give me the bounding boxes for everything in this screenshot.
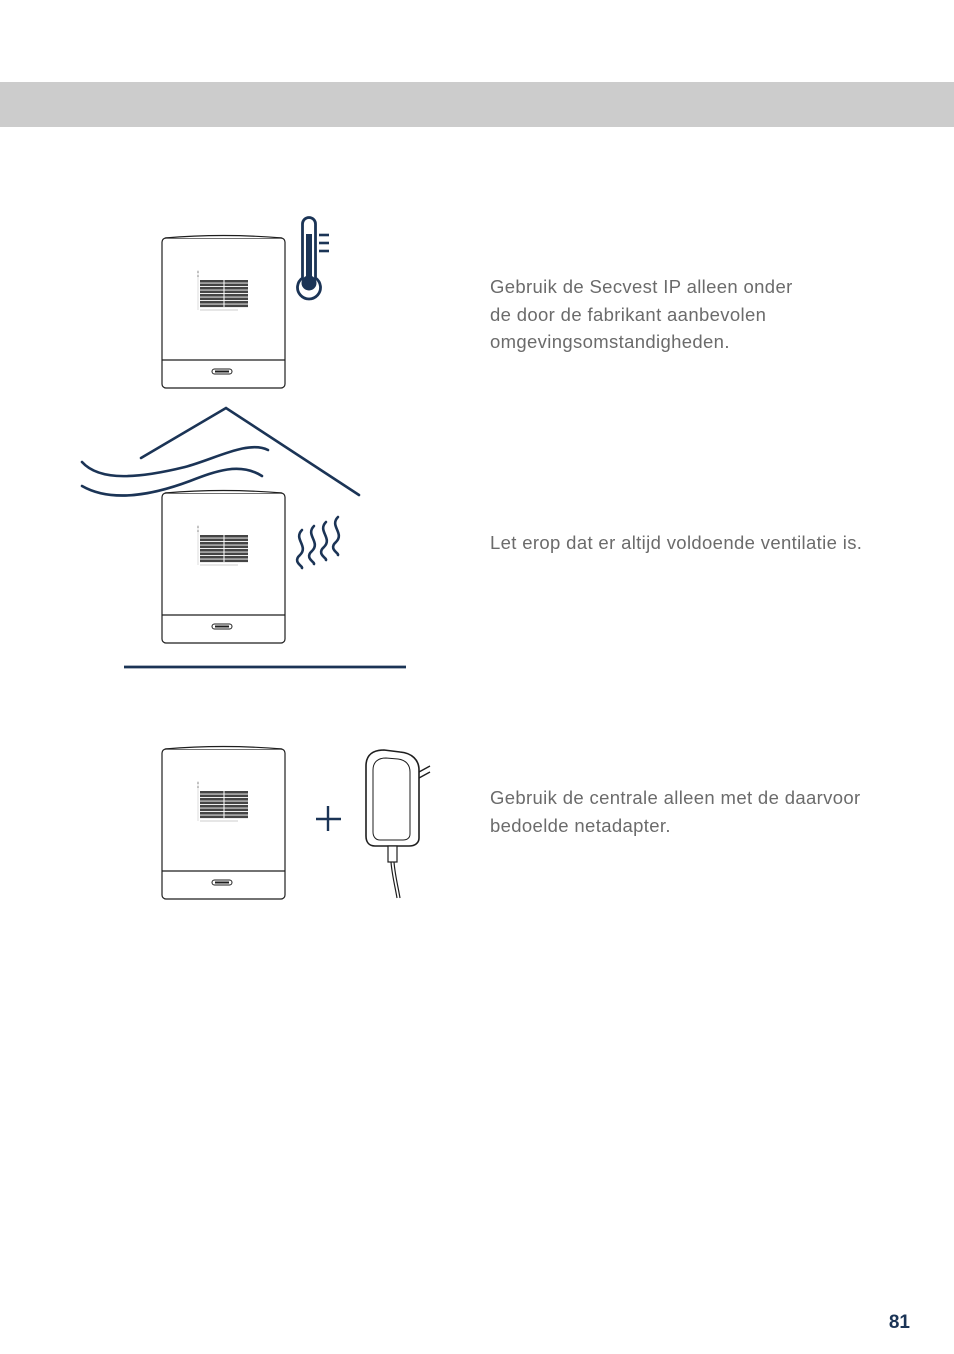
power-adapter-icon <box>366 750 430 898</box>
page-number: 81 <box>888 1312 910 1333</box>
thermometer-icon <box>298 218 330 299</box>
section-3-text: Gebruik de centrale alleen met de daarvoor bedoelde netadapter. <box>490 787 861 836</box>
plus-icon <box>316 806 341 831</box>
airflow-icon <box>82 447 268 495</box>
heat-waves-icon <box>297 517 339 568</box>
section-1-text: Gebruik de Secvest IP alleen onder de door de fabrikant aanbevolen omgevingsomstandigheden. <box>490 276 793 352</box>
secvest-device-icon <box>162 747 285 900</box>
secvest-device-icon <box>162 491 285 644</box>
roof-icon <box>141 408 359 495</box>
secvest-device-icon <box>162 236 285 389</box>
section-2-text: Let erop dat er altijd voldoende ventilatie is. <box>490 532 863 553</box>
